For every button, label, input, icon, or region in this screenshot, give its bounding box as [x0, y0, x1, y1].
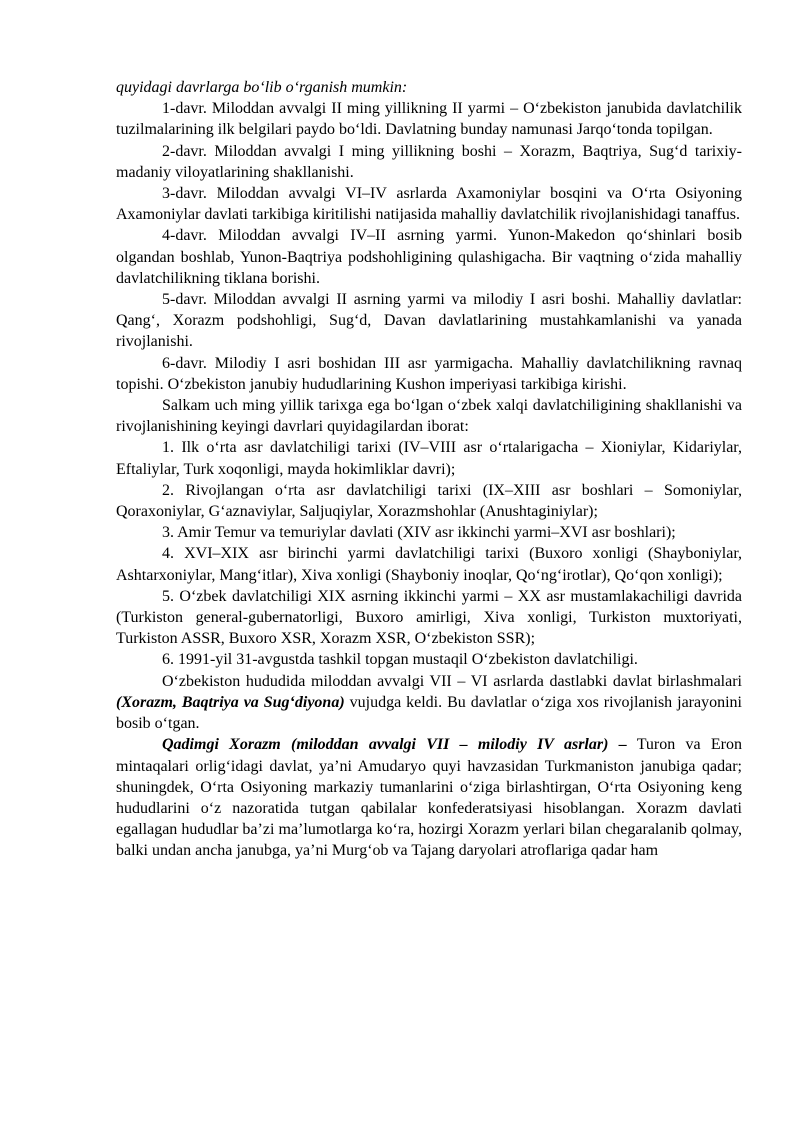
khorezm-body: Turon va Eron mintaqalari orlig‘idagi davlat, ya’ni Amudaryo quyi havzasidan Turkmaniston janubiga qadar; shuningdek, O‘rta Osiyoning markaziy tumanlarini o‘ziga birlashtirgan, O‘rta Osiyoning keng hududlarini o‘z nazoratida tutgan qabilalar konfederatsiyasi hisoblangan. Xorazm davlati egallagan hududlar ba’zi ma’lumotlarga ko‘ra, hozirgi Xorazm yerlari bilan chegaralanib qolmay, balki undan ancha janubga, ya’ni Murg‘ob va Tajang daryolari atroflariga qadar ham — [116, 736, 743, 860]
first-states-text-after: vujudga keldi. Bu davlatlar o‘ziga xos rivojlanish jarayonini bosib o‘tgan. — [116, 693, 743, 733]
first-states-text-before: O‘zbekiston hududida miloddan avvalgi VII – VI asrlarda dastlabki davlat birlashmalari — [162, 672, 742, 690]
later-period-5-paragraph: 5. O‘zbek davlatchiligi XIX asrning ikkinchi yarmi – XX asr mustamlakachiligi davrida (Turkiston general-gubernatorligi, Buxoro amirligi, Xiva xonligi, Turkiston muxtoriyati, Turkiston ASSR, Buxoro XSR, Xorazm XSR, O‘zbekiston SSR); — [116, 587, 742, 648]
summary-paragraph: Salkam uch ming yillik tarixga ega bo‘lgan o‘zbek xalqi davlatchiligining shakllanishi va rivojlanishining keyingi davrlari quyidagilardan iborat: — [116, 397, 742, 436]
khorezm-paragraph — [116, 734, 742, 861]
later-period-4-paragraph: 4. XVI–XIX asr birinchi yarmi davlatchiligi tarixi (Buxoro xonligi (Shayboniylar, Ashtarxoniylar, Mang‘itlar), Xiva xonligi (Shayboniy inoqlar, Qo‘ng‘irotlar), Qo‘qon xonligi); — [116, 545, 742, 584]
period-5-paragraph: 5-davr. Miloddan avvalgi II asrning yarmi va milodiy I asri boshi. Mahalliy davlatlar: Qang‘, Xorazm podshohligi, Sug‘d, Davan davlatlarining mustahkamlanishi va yanada rivojlanishi. — [116, 291, 742, 351]
period-2-paragraph: 2-davr. Miloddan avvalgi I ming yillikning boshi – Xorazm, Baqtriya, Sug‘d tarixiy-madaniy viloyatlarining shakllanishi. — [116, 142, 742, 181]
first-states-emphasis: (Xorazm, Baqtriya va Sug‘diyona) — [116, 693, 345, 711]
period-6-paragraph: 6-davr. Milodiy I asri boshidan III asr yarmigacha. Mahalliy davlatchilikning ravnaq topishi. O‘zbekiston janubiy hududlarining Kushon imperiyasi tarkibiga kirishi. — [116, 354, 742, 393]
document-page — [116, 77, 742, 862]
later-period-2-paragraph: 2. Rivojlangan o‘rta asr davlatchiligi tarixi (IX–XIII asr boshlari – Somoniylar, Qoraxoniylar, G‘aznaviylar, Saljuqiylar, Xorazmshohlar (Anushtaginiylar); — [116, 481, 742, 521]
period-3-paragraph: 3-davr. Miloddan avvalgi VI–IV asrlarda Axamoniylar bosqini va O‘rta Osiyoning Axamoniylar davlati tarkibiga kiritilishi natijasida mahalliy davlatchilik rivojlanishidagi tanaffus. — [116, 185, 742, 224]
intro-line: quyidagi davrlarga bo‘lib o‘rganish mumkin: — [116, 79, 408, 96]
period-1-paragraph: 1-davr. Miloddan avvalgi II ming yillikning II yarmi – O‘zbekiston janubida davlatchilik tuzilmalarining ilk belgilari paydo bo‘ldi. Davlatning bunday namunasi Jarqo‘tonda topilgan. — [116, 100, 742, 139]
later-period-3-paragraph: 3. Amir Temur va temuriylar davlati (XIV asr ikkinchi yarmi–XVI asr boshlari); — [162, 524, 676, 542]
first-states-paragraph — [116, 671, 742, 735]
khorezm-heading: Qadimgi Xorazm (miloddan avvalgi VII – milodiy IV asrlar) – — [162, 736, 627, 754]
later-period-1-paragraph: 1. Ilk o‘rta asr davlatchiligi tarixi (IV–VIII asr o‘rtalarigacha – Xioniylar, Kidariylar, Eftaliylar, Turk xoqonligi, mayda hokimliklar davri); — [116, 439, 742, 478]
period-4-paragraph: 4-davr. Miloddan avvalgi IV–II asrning yarmi. Yunon-Makedon qo‘shinlari bosib olgandan boshlab, Yunon-Baqtriya podshohligining qulashigacha. Bir vaqtning o‘zida mahalliy davlatchilikning tiklana borishi. — [116, 227, 742, 287]
later-period-6-paragraph: 6. 1991-yil 31-avgustda tashkil topgan mustaqil O‘zbekiston davlatchiligi. — [162, 651, 638, 669]
